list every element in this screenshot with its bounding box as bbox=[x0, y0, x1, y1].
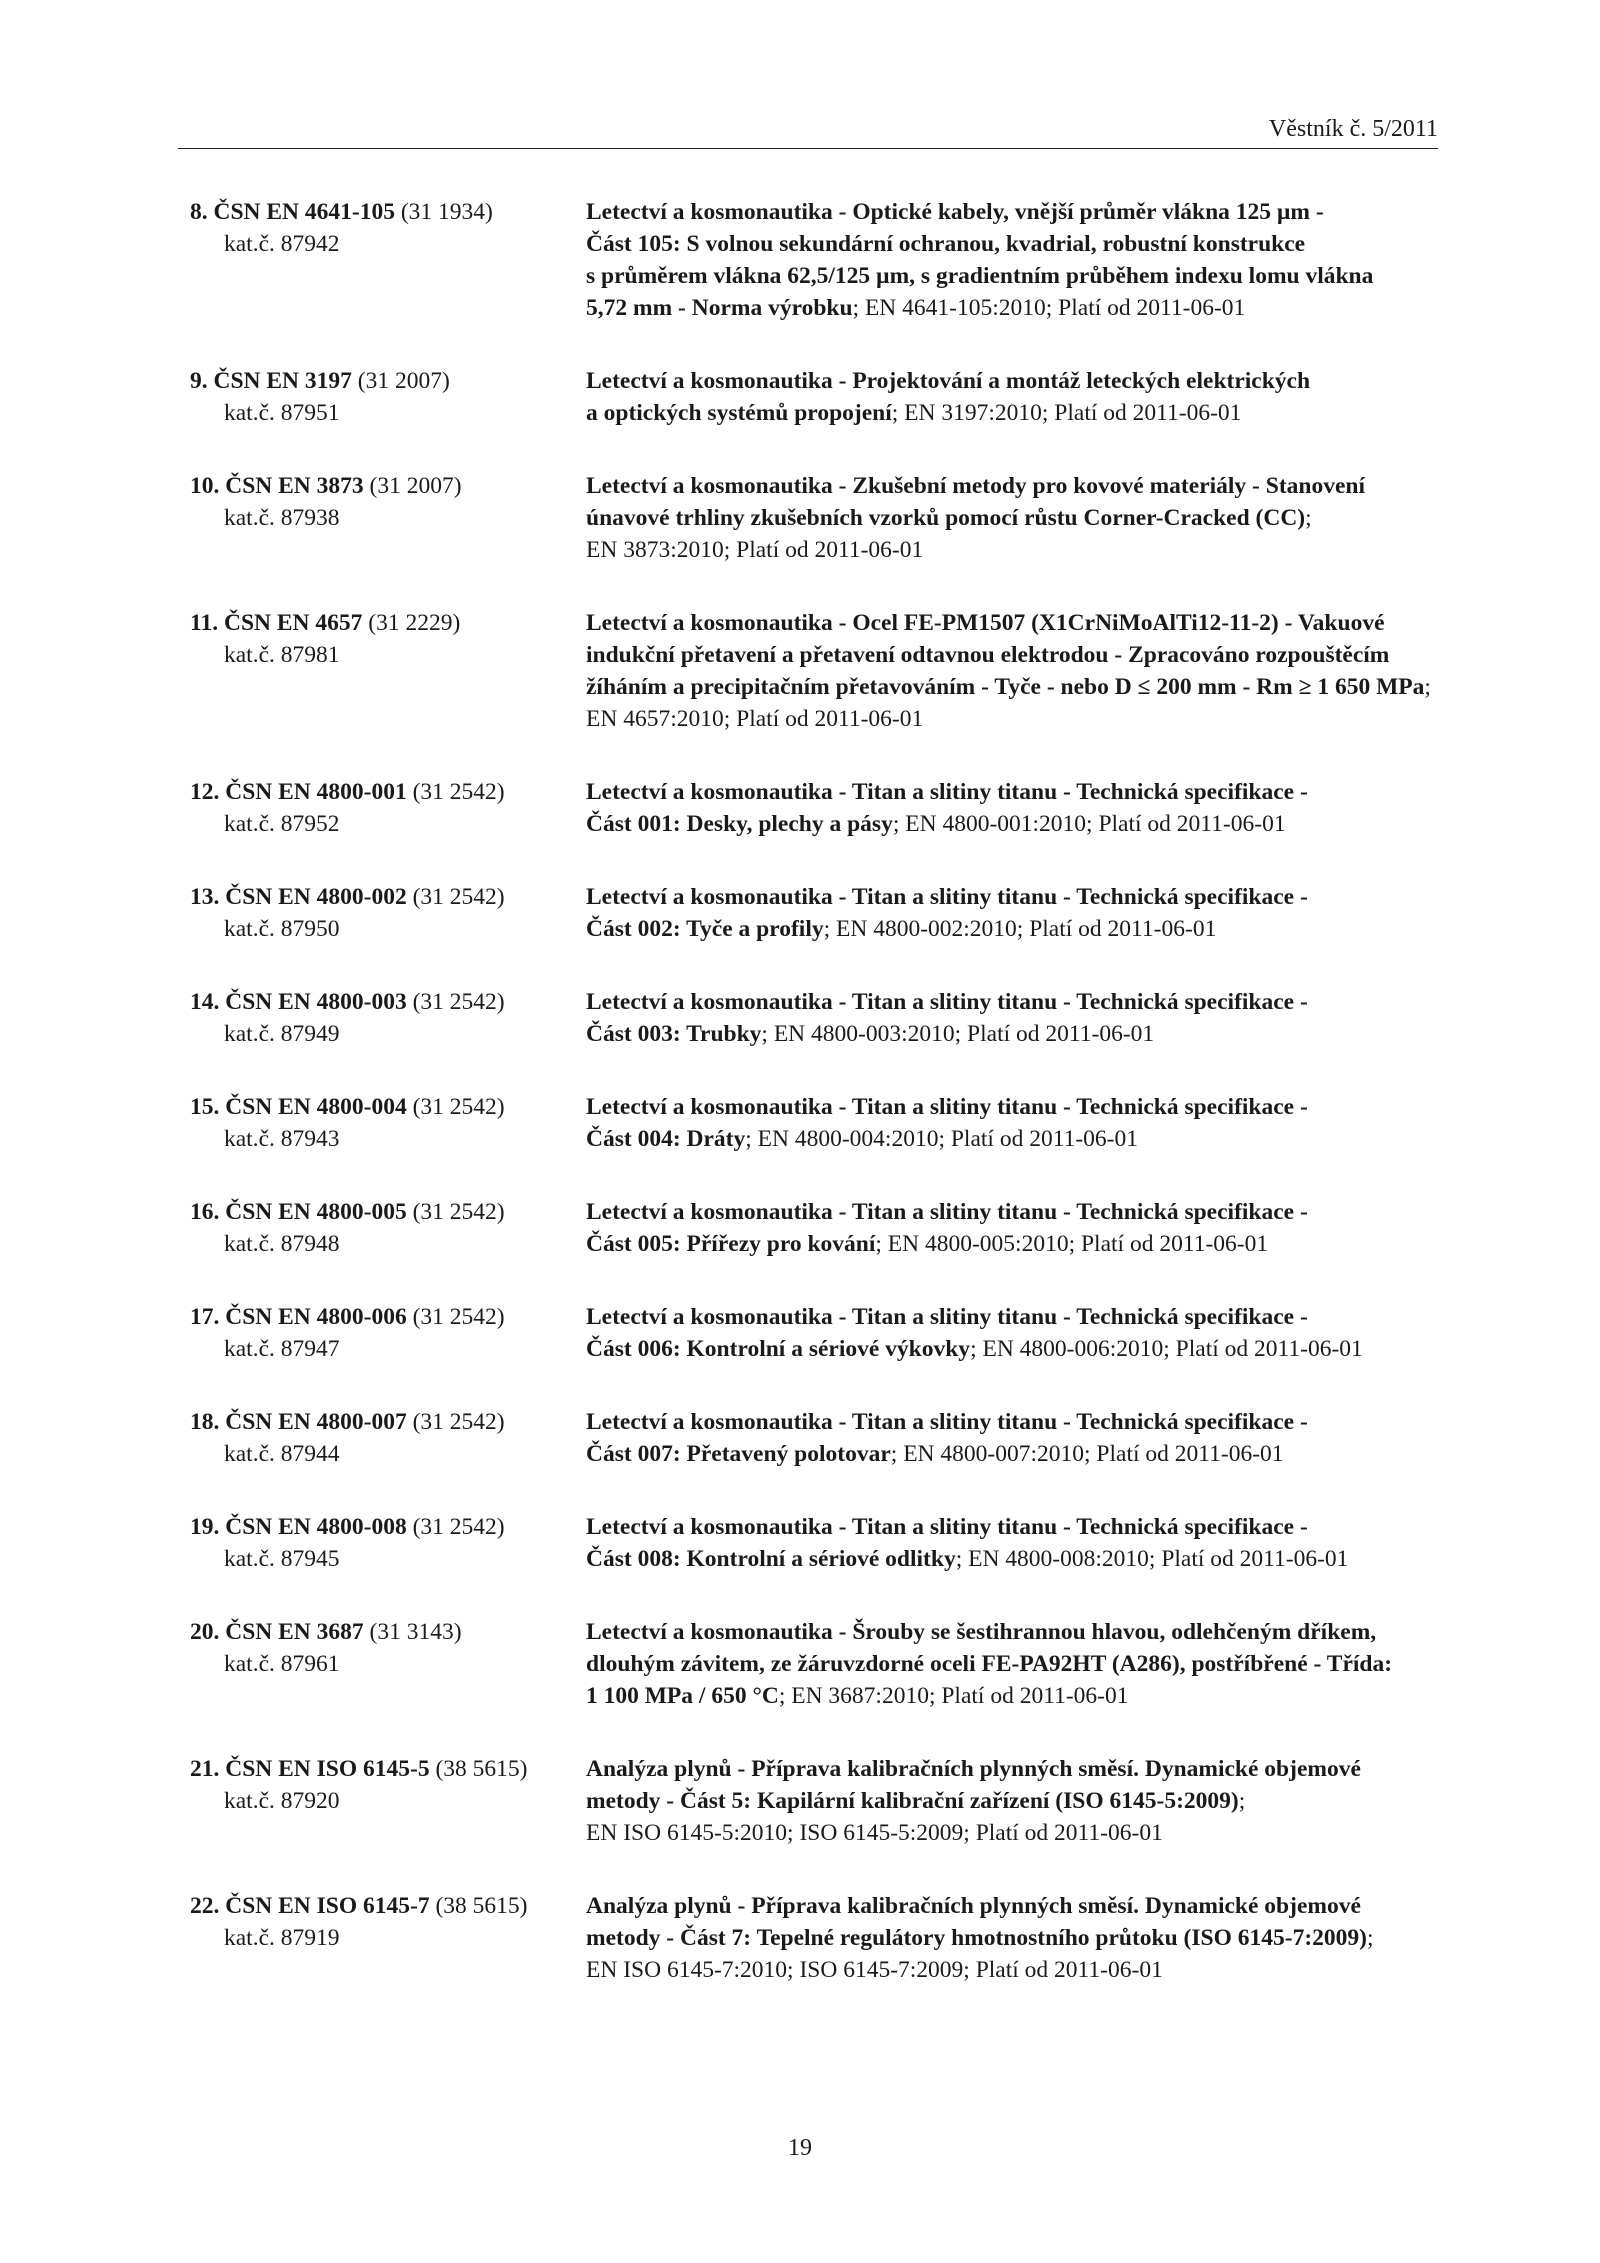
standard-entry bbox=[190, 1406, 1430, 1470]
standard-code-line bbox=[190, 365, 586, 397]
class-code: (31 2007) bbox=[369, 473, 462, 499]
catalog-number: kat.č. 87945 bbox=[224, 1546, 340, 1572]
title-bold-text: indukční přetavení a přetavení odtavnou elektrodou - Zpracováno rozpouštěcím bbox=[586, 642, 1390, 668]
standard-code-line bbox=[190, 1301, 586, 1333]
standard-title bbox=[586, 881, 1430, 945]
catalog-number: kat.č. 87949 bbox=[224, 1021, 340, 1047]
title-bold-text: Analýza plynů - Příprava kalibračních plynných směsí. Dynamické objemové bbox=[586, 1893, 1361, 1919]
title-line bbox=[586, 260, 1430, 292]
title-bold-text: 5,72 mm - Norma výrobku bbox=[586, 295, 853, 321]
standard-entry bbox=[190, 470, 1430, 566]
class-code: (38 5615) bbox=[435, 1756, 528, 1782]
title-bold-text: a optických systémů propojení bbox=[586, 400, 892, 426]
title-line bbox=[586, 776, 1430, 808]
catalog-number: kat.č. 87961 bbox=[224, 1651, 340, 1677]
catalog-number: kat.č. 87944 bbox=[224, 1441, 340, 1467]
standard-entry bbox=[190, 607, 1430, 735]
title-line bbox=[586, 703, 1431, 735]
standard-title bbox=[586, 1091, 1430, 1155]
standard-code: ČSN EN 4800-006 bbox=[225, 1304, 407, 1330]
title-reference-text: ; EN 3687:2010; Platí od 2011-06-01 bbox=[778, 1683, 1129, 1709]
title-bold-text: Letectví a kosmonautika - Titan a slitiny titanu - Technická specifikace - bbox=[586, 1304, 1308, 1330]
standard-code-line bbox=[190, 1890, 586, 1922]
class-code: (31 2542) bbox=[412, 1304, 505, 1330]
class-code: (31 3143) bbox=[369, 1619, 462, 1645]
title-line bbox=[586, 1616, 1430, 1648]
standard-code-line bbox=[190, 1511, 586, 1543]
title-reference-text: ; EN 4800-007:2010; Platí od 2011-06-01 bbox=[890, 1441, 1284, 1467]
class-code: (31 1934) bbox=[400, 199, 493, 225]
standard-code-line bbox=[190, 1616, 586, 1648]
entry-number: 11. bbox=[190, 610, 219, 636]
title-line bbox=[586, 671, 1431, 703]
title-line bbox=[586, 1301, 1430, 1333]
title-line bbox=[586, 1954, 1430, 1986]
standard-code: ČSN EN 3197 bbox=[213, 368, 352, 394]
title-bold-text: Letectví a kosmonautika - Titan a slitiny titanu - Technická specifikace - bbox=[586, 884, 1308, 910]
title-line bbox=[586, 502, 1430, 534]
standard-code-line bbox=[190, 1753, 586, 1785]
title-line bbox=[586, 1228, 1430, 1260]
entry-number: 16. bbox=[190, 1199, 220, 1225]
title-line bbox=[586, 808, 1430, 840]
standard-entry bbox=[190, 1511, 1430, 1575]
entry-number: 20. bbox=[190, 1619, 220, 1645]
title-line bbox=[586, 470, 1430, 502]
entry-number: 17. bbox=[190, 1304, 220, 1330]
class-code: (31 2542) bbox=[412, 779, 505, 805]
standard-entry bbox=[190, 881, 1430, 945]
standard-entry bbox=[190, 986, 1430, 1050]
standard-identifier bbox=[190, 776, 586, 840]
title-reference-text: ; EN 4800-005:2010; Platí od 2011-06-01 bbox=[875, 1231, 1269, 1257]
catalog-number: kat.č. 87951 bbox=[224, 400, 340, 426]
title-line bbox=[586, 1890, 1430, 1922]
standard-code: ČSN EN 4800-005 bbox=[225, 1199, 407, 1225]
standard-code: ČSN EN 4641-105 bbox=[213, 199, 395, 225]
title-line bbox=[586, 1817, 1430, 1849]
standard-entry bbox=[190, 1890, 1430, 1986]
title-line bbox=[586, 1922, 1430, 1954]
title-bold-text: únavové trhliny zkušebních vzorků pomocí růstu Corner-Cracked (CC) bbox=[586, 505, 1306, 531]
title-reference-text: ; EN 4800-004:2010; Platí od 2011-06-01 bbox=[745, 1126, 1138, 1152]
standard-code-line bbox=[190, 470, 586, 502]
standard-title bbox=[586, 986, 1430, 1050]
standard-entry bbox=[190, 1196, 1430, 1260]
title-line bbox=[586, 1196, 1430, 1228]
class-code: (31 2542) bbox=[412, 1514, 505, 1540]
standard-title bbox=[586, 1753, 1430, 1849]
title-bold-text: žíháním a precipitačním přetavováním - Tyče - nebo D ≤ 200 mm - Rm ≥ 1 650 MPa bbox=[586, 674, 1425, 700]
standard-code-line bbox=[190, 607, 586, 639]
standard-identifier bbox=[190, 986, 586, 1050]
standard-entry bbox=[190, 1301, 1430, 1365]
standard-code-line bbox=[190, 1196, 586, 1228]
entry-number: 14. bbox=[190, 989, 220, 1015]
class-code: (31 2229) bbox=[368, 610, 461, 636]
standard-entry bbox=[190, 776, 1430, 840]
standard-entry bbox=[190, 365, 1430, 429]
catalog-number: kat.č. 87920 bbox=[224, 1788, 340, 1814]
standard-code: ČSN EN 4800-004 bbox=[225, 1094, 407, 1120]
standard-entry bbox=[190, 1091, 1430, 1155]
standard-code: ČSN EN 3687 bbox=[225, 1619, 364, 1645]
title-line bbox=[586, 1333, 1430, 1365]
journal-title: Věstník č. 5/2011 bbox=[1268, 116, 1438, 142]
class-code: (31 2542) bbox=[412, 1409, 505, 1435]
title-bold-text: Letectví a kosmonautika - Titan a slitiny titanu - Technická specifikace - bbox=[586, 1094, 1308, 1120]
entry-number: 10. bbox=[190, 473, 220, 499]
standard-code-line bbox=[190, 1091, 586, 1123]
title-line bbox=[586, 228, 1430, 260]
entry-number: 15. bbox=[190, 1094, 220, 1120]
standard-code-line bbox=[190, 881, 586, 913]
title-bold-text: Letectví a kosmonautika - Ocel FE-PM1507 (X1CrNiMoAlTi12-11-2) - Vakuové bbox=[586, 610, 1385, 636]
title-line bbox=[586, 639, 1431, 671]
title-line bbox=[586, 1680, 1430, 1712]
standard-identifier bbox=[190, 1301, 586, 1365]
title-reference-text: ; bbox=[1238, 1788, 1246, 1814]
title-line bbox=[586, 292, 1430, 324]
title-bold-text: Část 105: S volnou sekundární ochranou, kvadrial, robustní konstrukce bbox=[586, 231, 1306, 257]
standard-code: ČSN EN 4800-003 bbox=[225, 989, 407, 1015]
entry-number: 21. bbox=[190, 1756, 220, 1782]
title-bold-text: Letectví a kosmonautika - Zkušební metody pro kovové materiály - Stanovení bbox=[586, 473, 1365, 499]
page-header bbox=[178, 108, 1438, 149]
title-bold-text: dlouhým závitem, ze žáruvzdorné oceli FE-PA92HT (A286), postříbřené - Třída: bbox=[586, 1651, 1393, 1677]
entry-number: 9. bbox=[190, 368, 208, 394]
title-bold-text: Letectví a kosmonautika - Projektování a montáž leteckých elektrických bbox=[586, 368, 1311, 394]
standard-code: ČSN EN ISO 6145-5 bbox=[225, 1756, 430, 1782]
entry-number: 19. bbox=[190, 1514, 220, 1540]
title-reference-text: ; EN 3197:2010; Platí od 2011-06-01 bbox=[891, 400, 1242, 426]
standard-identifier bbox=[190, 607, 586, 735]
title-bold-text: Letectví a kosmonautika - Titan a slitiny titanu - Technická specifikace - bbox=[586, 989, 1308, 1015]
title-reference-text: EN ISO 6145-5:2010; ISO 6145-5:2009; Platí od 2011-06-01 bbox=[586, 1820, 1163, 1846]
standard-identifier bbox=[190, 470, 586, 566]
standard-entry bbox=[190, 196, 1430, 324]
title-line bbox=[586, 534, 1430, 566]
catalog-number: kat.č. 87938 bbox=[224, 505, 340, 531]
title-line bbox=[586, 1091, 1430, 1123]
title-bold-text: metody - Část 5: Kapilární kalibrační zařízení (ISO 6145-5:2009) bbox=[586, 1788, 1239, 1814]
title-line bbox=[586, 365, 1430, 397]
title-reference-text: ; bbox=[1305, 505, 1312, 531]
title-line bbox=[586, 607, 1431, 639]
class-code: (31 2542) bbox=[412, 884, 505, 910]
title-bold-text: Letectví a kosmonautika - Optické kabely, vnější průměr vlákna 125 µm - bbox=[586, 199, 1324, 225]
class-code: (31 2542) bbox=[412, 1094, 505, 1120]
standard-code-line bbox=[190, 986, 586, 1018]
standard-identifier bbox=[190, 1511, 586, 1575]
title-bold-text: Letectví a kosmonautika - Titan a slitiny titanu - Technická specifikace - bbox=[586, 779, 1308, 805]
title-line bbox=[586, 1123, 1430, 1155]
standards-list bbox=[190, 196, 1430, 2027]
title-reference-text: EN 4657:2010; Platí od 2011-06-01 bbox=[586, 706, 924, 732]
title-bold-text: Část 006: Kontrolní a sériové výkovky bbox=[586, 1336, 971, 1362]
standard-code: ČSN EN 4800-007 bbox=[225, 1409, 407, 1435]
title-line bbox=[586, 1785, 1430, 1817]
entry-number: 12. bbox=[190, 779, 220, 805]
title-reference-text: ; EN 4800-002:2010; Platí od 2011-06-01 bbox=[823, 916, 1217, 942]
standard-code: ČSN EN 4657 bbox=[223, 610, 363, 636]
title-bold-text: Část 005: Přířezy pro kování bbox=[586, 1231, 876, 1257]
catalog-number: kat.č. 87919 bbox=[224, 1925, 340, 1951]
title-line bbox=[586, 881, 1430, 913]
standard-title bbox=[586, 1511, 1430, 1575]
standard-identifier bbox=[190, 1753, 586, 1849]
title-bold-text: Letectví a kosmonautika - Titan a slitiny titanu - Technická specifikace - bbox=[586, 1409, 1308, 1435]
class-code: (38 5615) bbox=[435, 1893, 528, 1919]
catalog-number: kat.č. 87947 bbox=[224, 1336, 340, 1362]
title-reference-text: EN ISO 6145-7:2010; ISO 6145-7:2009; Platí od 2011-06-01 bbox=[586, 1957, 1163, 1983]
standard-entry bbox=[190, 1616, 1430, 1712]
standard-identifier bbox=[190, 1091, 586, 1155]
title-line bbox=[586, 1406, 1430, 1438]
catalog-number: kat.č. 87948 bbox=[224, 1231, 340, 1257]
standard-entry bbox=[190, 1753, 1430, 1849]
entry-number: 22. bbox=[190, 1893, 220, 1919]
title-reference-text: ; EN 4800-006:2010; Platí od 2011-06-01 bbox=[970, 1336, 1363, 1362]
standard-code: ČSN EN 4800-001 bbox=[225, 779, 407, 805]
standard-identifier bbox=[190, 365, 586, 429]
catalog-number: kat.č. 87950 bbox=[224, 916, 340, 942]
standard-identifier bbox=[190, 1616, 586, 1712]
title-bold-text: 1 100 MPa / 650 °C bbox=[586, 1683, 779, 1709]
catalog-number: kat.č. 87952 bbox=[224, 811, 340, 837]
title-line bbox=[586, 196, 1430, 228]
title-bold-text: s průměrem vlákna 62,5/125 µm, s gradientním průběhem indexu lomu vlákna bbox=[586, 263, 1374, 289]
title-bold-text: Část 002: Tyče a profily bbox=[586, 916, 824, 942]
title-bold-text: Letectví a kosmonautika - Titan a slitiny titanu - Technická specifikace - bbox=[586, 1199, 1308, 1225]
standard-title bbox=[586, 196, 1430, 324]
title-line bbox=[586, 397, 1430, 429]
title-bold-text: Analýza plynů - Příprava kalibračních plynných směsí. Dynamické objemové bbox=[586, 1756, 1361, 1782]
standard-title bbox=[586, 1406, 1430, 1470]
standard-title bbox=[586, 776, 1430, 840]
title-reference-text: ; bbox=[1366, 1925, 1374, 1951]
standard-title bbox=[586, 365, 1430, 429]
catalog-number: kat.č. 87981 bbox=[224, 642, 340, 668]
standard-identifier bbox=[190, 1196, 586, 1260]
standard-identifier bbox=[190, 1406, 586, 1470]
standard-code-line bbox=[190, 776, 586, 808]
class-code: (31 2542) bbox=[412, 1199, 505, 1225]
entry-number: 13. bbox=[190, 884, 220, 910]
standard-identifier bbox=[190, 1890, 586, 1986]
title-line bbox=[586, 986, 1430, 1018]
title-bold-text: Část 004: Dráty bbox=[586, 1126, 746, 1152]
standard-identifier bbox=[190, 196, 586, 324]
entry-number: 18. bbox=[190, 1409, 220, 1435]
title-bold-text: Část 008: Kontrolní a sériové odlitky bbox=[586, 1546, 956, 1572]
standard-identifier bbox=[190, 881, 586, 945]
title-bold-text: Letectví a kosmonautika - Titan a slitiny titanu - Technická specifikace - bbox=[586, 1514, 1308, 1540]
standard-code-line bbox=[190, 196, 586, 228]
standard-code: ČSN EN 3873 bbox=[225, 473, 364, 499]
standard-code-line bbox=[190, 1406, 586, 1438]
catalog-number: kat.č. 87942 bbox=[224, 231, 340, 257]
standard-code: ČSN EN ISO 6145-7 bbox=[225, 1893, 430, 1919]
class-code: (31 2007) bbox=[357, 368, 450, 394]
title-line bbox=[586, 1511, 1430, 1543]
title-line bbox=[586, 913, 1430, 945]
title-bold-text: metody - Část 7: Tepelné regulátory hmotnostního průtoku (ISO 6145-7:2009) bbox=[586, 1925, 1367, 1951]
title-reference-text: ; EN 4800-003:2010; Platí od 2011-06-01 bbox=[761, 1021, 1155, 1047]
title-bold-text: Část 001: Desky, plechy a pásy bbox=[586, 811, 893, 837]
title-line bbox=[586, 1018, 1430, 1050]
title-line bbox=[586, 1753, 1430, 1785]
standard-title bbox=[586, 1616, 1430, 1712]
title-reference-text: ; EN 4641-105:2010; Platí od 2011-06-01 bbox=[852, 295, 1246, 321]
title-bold-text: Část 003: Trubky bbox=[586, 1021, 762, 1047]
standard-title bbox=[586, 470, 1430, 566]
catalog-number: kat.č. 87943 bbox=[224, 1126, 340, 1152]
standard-title bbox=[586, 1196, 1430, 1260]
standard-title bbox=[586, 1301, 1430, 1365]
title-line bbox=[586, 1438, 1430, 1470]
standard-code: ČSN EN 4800-008 bbox=[225, 1514, 407, 1540]
standard-title bbox=[586, 1890, 1430, 1986]
title-reference-text: EN 3873:2010; Platí od 2011-06-01 bbox=[586, 537, 924, 563]
entry-number: 8. bbox=[190, 199, 208, 225]
title-reference-text: ; EN 4800-001:2010; Platí od 2011-06-01 bbox=[892, 811, 1286, 837]
title-reference-text: ; bbox=[1424, 674, 1431, 700]
title-bold-text: Letectví a kosmonautika - Šrouby se šestihrannou hlavou, odlehčeným dříkem, bbox=[586, 1619, 1377, 1645]
class-code: (31 2542) bbox=[412, 989, 505, 1015]
page-number: 19 bbox=[788, 2135, 812, 2161]
title-bold-text: Část 007: Přetavený polotovar bbox=[586, 1441, 891, 1467]
title-line bbox=[586, 1648, 1430, 1680]
title-line bbox=[586, 1543, 1430, 1575]
standard-code: ČSN EN 4800-002 bbox=[225, 884, 407, 910]
title-reference-text: ; EN 4800-008:2010; Platí od 2011-06-01 bbox=[955, 1546, 1349, 1572]
standard-title bbox=[586, 607, 1431, 735]
